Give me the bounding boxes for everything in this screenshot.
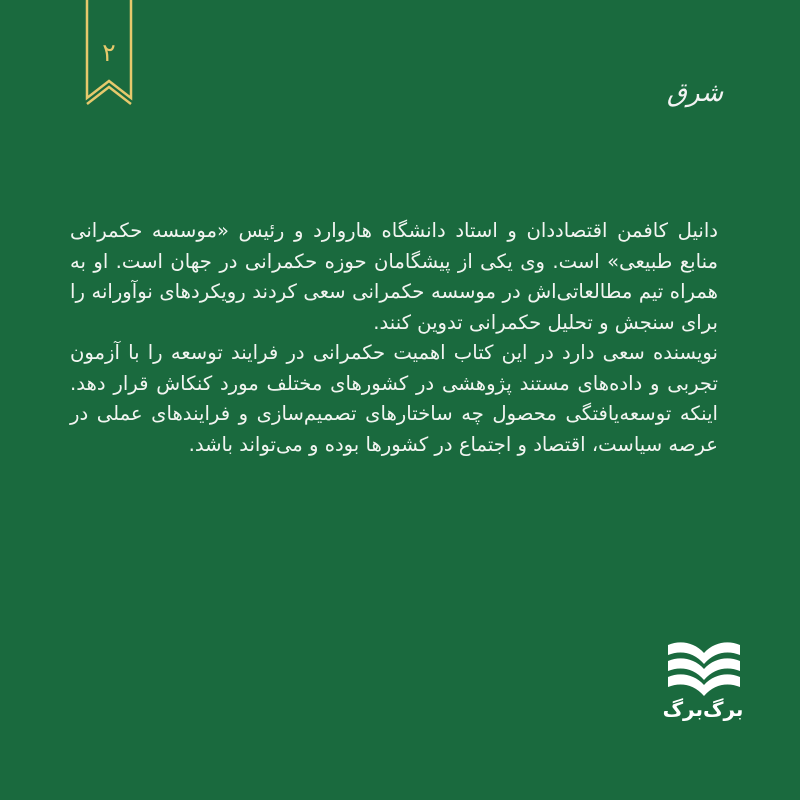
page-number: ۲	[102, 38, 116, 67]
article-body	[70, 216, 718, 460]
open-book-logo-icon	[666, 639, 742, 699]
publisher-logo: شرق	[666, 78, 724, 108]
paragraph-2: نویسنده سعی دارد در این کتاب اهمیت حکمرانی در فرایند توسعه را با آزمون تجربی و داده‌های مستند پژوهشی در کشورهای مختلف مورد کنکاش قرار دهد. اینکه توسعه‌یافتگی محصول چه ساختارهای تصمیم‌سازی و فرایندهای عملی در عرصه سیاست، اقتصاد و اجتماع در کشورها بوده و می‌تواند باشد.	[70, 341, 718, 456]
brand-name: برگ‌برگ	[662, 697, 744, 721]
paragraph-1: دانیل کافمن اقتصاددان و استاد دانشگاه هاروارد و رئیس «موسسه حکمرانی منابع طبیعی» است. وی یکی از پیشگامان حوزه حکمرانی در جهان است. او به همراه تیم مطالعاتی‌اش در موسسه حکمرانی سعی کردند رویکردهای نوآورانه را برای سنجش و تحلیل حکمرانی تدوین کنند.	[70, 219, 718, 334]
